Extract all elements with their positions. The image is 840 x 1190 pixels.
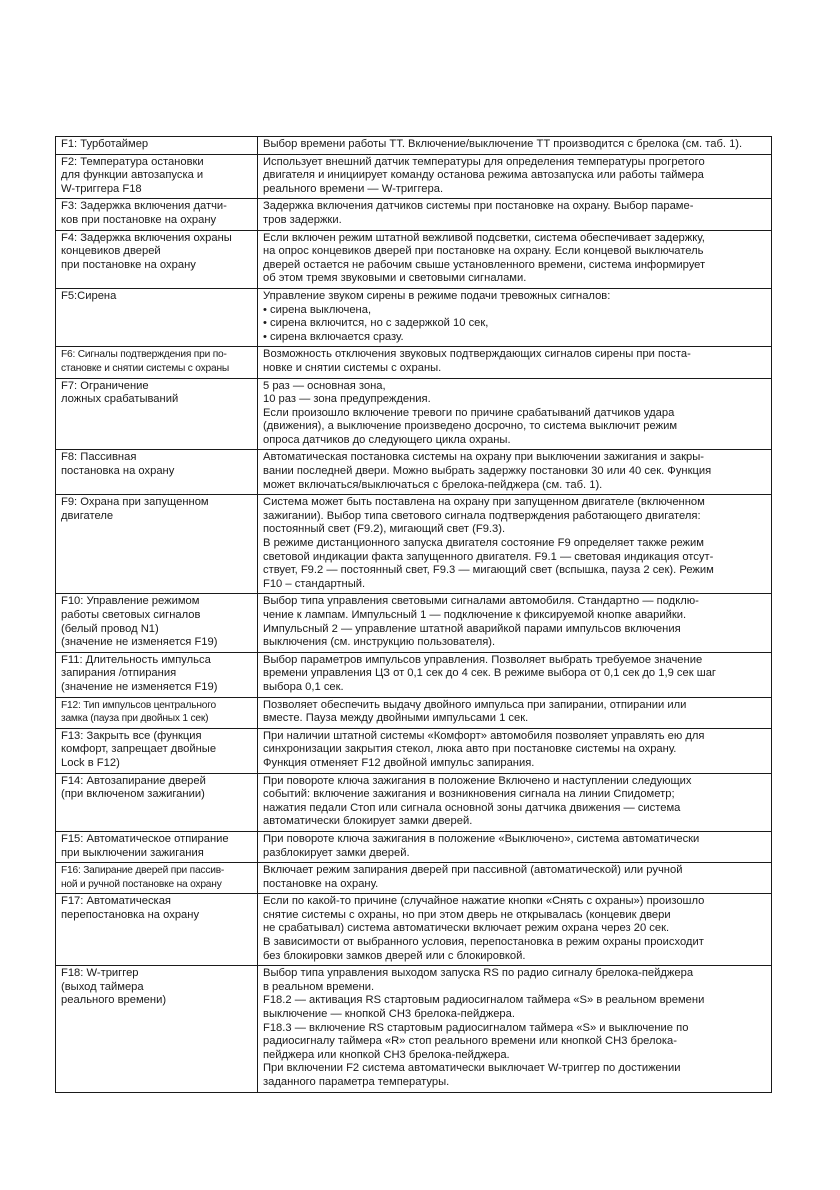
function-name: F7: Ограничение ложных срабатываний: [56, 378, 258, 450]
function-description: 5 раз — основная зона, 10 раз — зона предупреждения. Если произошло включение тревоги по причине срабатываний датчиков удара (движения), а выключение произведено досрочно, то система выключит режим опроса датчиков до следующего цикла охраны.: [258, 378, 772, 450]
function-description: Возможность отключения звуковых подтверждающих сигналов сирены при поста- новке и снятии системы с охраны.: [258, 347, 772, 378]
function-name: F17: Автоматическая перепостановка на охрану: [56, 894, 258, 966]
table-row: [56, 728, 772, 773]
table-row: [56, 966, 772, 1092]
function-description: При повороте ключа зажигания в положение «Выключено», система автоматически разблокирует замки дверей.: [258, 831, 772, 862]
function-name: F1: Турботаймер: [56, 137, 258, 155]
function-description: Выбор времени работы ТТ. Включение/выключение ТТ производится с брелока (см. таб. 1).: [258, 137, 772, 155]
function-description: Управление звуком сирены в режиме подачи тревожных сигналов: • сирена выключена, • сирена включится, но с задержкой 10 сек, • сирена включается сразу.: [258, 288, 772, 346]
function-description: Задержка включения датчиков системы при постановке на охрану. Выбор параме- тров задержки.: [258, 199, 772, 230]
function-description: Если включен режим штатной вежливой подсветки, система обеспечивает задержку, на опрос концевиков дверей при постановке на охрану. Если концевой выключатель дверей остается не рабочим свыше установленного времени, система информирует об этом тремя звуковыми и световыми сигналами.: [258, 230, 772, 288]
function-description: Включает режим запирания дверей при пассивной (автоматической) или ручной постановке на охрану.: [258, 863, 772, 894]
function-description: При наличии штатной системы «Комфорт» автомобиля позволяет управлять ею для синхронизации закрытия стекол, люка авто при постановке системы на охрану. Функция отменяет F12 двойной импульс запирания.: [258, 728, 772, 773]
function-name: F18: W-триггер (выход таймера реального времени): [56, 966, 258, 1092]
function-name: F5:Сирена: [56, 288, 258, 346]
table-row: [56, 652, 772, 697]
table-row: [56, 495, 772, 594]
function-name: F9: Охрана при запущенном двигателе: [56, 495, 258, 594]
function-description: Если по какой-то причине (случайное нажатие кнопки «Снять с охраны») произошло снятие системы с охраны, но при этом дверь не открывалась (концевик двери не срабатывал) система автоматически включает режим охрана через 20 сек. В зависимости от выбранного условия, перепостановка в режим охраны происходит без блокировки замков дверей или с блокировкой.: [258, 894, 772, 966]
function-name: F15: Автоматическое отпирание при выключении зажигания: [56, 831, 258, 862]
table-row: [56, 450, 772, 495]
function-description: При повороте ключа зажигания в положение Включено и наступлении следующих событий: включение зажигания и возникновения сигнала на линии Спидометр; нажатия педали Стоп или сигнала основной зоны датчика движения — система автоматически блокирует замки дверей.: [258, 773, 772, 831]
table-row: [56, 347, 772, 378]
function-name: F2: Температура остановки для функции автозапуска и W-триггера F18: [56, 154, 258, 199]
table-row: [56, 154, 772, 199]
table-row: [56, 378, 772, 450]
function-description: Автоматическая постановка системы на охрану при выключении зажигания и закры- вании последней двери. Можно выбрать задержку постановки 30 или 40 сек. Функция может включаться/выключаться с брелока-пейджера (см. таб. 1).: [258, 450, 772, 495]
function-name: F16: Запирание дверей при пассив- ной и ручной постановке на охрану: [56, 863, 258, 894]
function-name: F3: Задержка включения датчи- ков при постановке на охрану: [56, 199, 258, 230]
table-row: [56, 137, 772, 155]
function-description: Выбор типа управления световыми сигналами автомобиля. Стандартно — подклю- чение к лампам. Импульсный 1 — подключение к фиксируемой кнопке аварийки. Импульсный 2 — управление штатной аварийкой парами импульсов включения выключения (см. инструкцию пользователя).: [258, 594, 772, 652]
table-row: [56, 230, 772, 288]
function-name: F10: Управление режимом работы световых сигналов (белый провод N1) (значение не изменяется F19): [56, 594, 258, 652]
function-name: F11: Длительность импульса запирания /отпирания (значение не изменяется F19): [56, 652, 258, 697]
table-row: [56, 831, 772, 862]
function-name: F14: Автозапирание дверей (при включеном зажигании): [56, 773, 258, 831]
function-description: Использует внешний датчик температуры для определения температуры прогретого двигателя и инициирует команду останова режима автозапуска или работы таймера реального времени — W-триггера.: [258, 154, 772, 199]
function-name: F4: Задержка включения охраны концевиков дверей при постановке на охрану: [56, 230, 258, 288]
table-row: [56, 773, 772, 831]
function-name: F12: Тип импульсов центрального замка (пауза при двойных 1 сек): [56, 697, 258, 728]
table-row: [56, 594, 772, 652]
table-row: [56, 288, 772, 346]
function-name: F8: Пассивная постановка на охрану: [56, 450, 258, 495]
function-table: [55, 136, 772, 1093]
function-description: Выбор параметров импульсов управления. Позволяет выбрать требуемое значение времени управления ЦЗ от 0,1 сек до 4 сек. В режиме выбора от 0,1 сек до 1,9 сек шаг выбора 0,1 сек.: [258, 652, 772, 697]
function-description: Позволяет обеспечить выдачу двойного импульса при запирании, отпирании или вместе. Пауза между двойными импульсами 1 сек.: [258, 697, 772, 728]
function-name: F13: Закрыть все (функция комфорт, запрещает двойные Lock в F12): [56, 728, 258, 773]
function-description: Система может быть поставлена на охрану при запущенном двигателе (включенном зажигании). Выбор типа светового сигнала подтверждения работающего двигателя: постоянный свет (F9.2), мигающий свет (F9.3). В режиме дистанционного запуска двигателя состояние F9 определяет также режим световой индикации факта запущенного двигателя. F9.1 — световая индикация отсут- ствует, F9.2 — постоянный свет, F9.3 — мигающий свет (вспышка, пауза 2 сек). Режим F10 – стандартный.: [258, 495, 772, 594]
table-row: [56, 863, 772, 894]
table-row: [56, 199, 772, 230]
function-description: Выбор типа управления выходом запуска RS по радио сигналу брелока-пейджера в реальном времени. F18.2 — активация RS стартовым радиосигналом таймера «S» в реальном времени выключение — кнопкой СН3 брелока-пейджера. F18.3 — включение RS стартовым радиосигналом таймера «S» и выключение по радиосигналу таймера «R» стоп реального времени или кнопкой СН3 брелока- пейджера или кнопкой СН3 брелока-пейджера. При включении F2 система автоматически выключает W-триггер по достижении заданного параметра температуры.: [258, 966, 772, 1092]
table-row: [56, 894, 772, 966]
function-name: F6: Сигналы подтверждения при по- становке и снятии системы с охраны: [56, 347, 258, 378]
table-row: [56, 697, 772, 728]
